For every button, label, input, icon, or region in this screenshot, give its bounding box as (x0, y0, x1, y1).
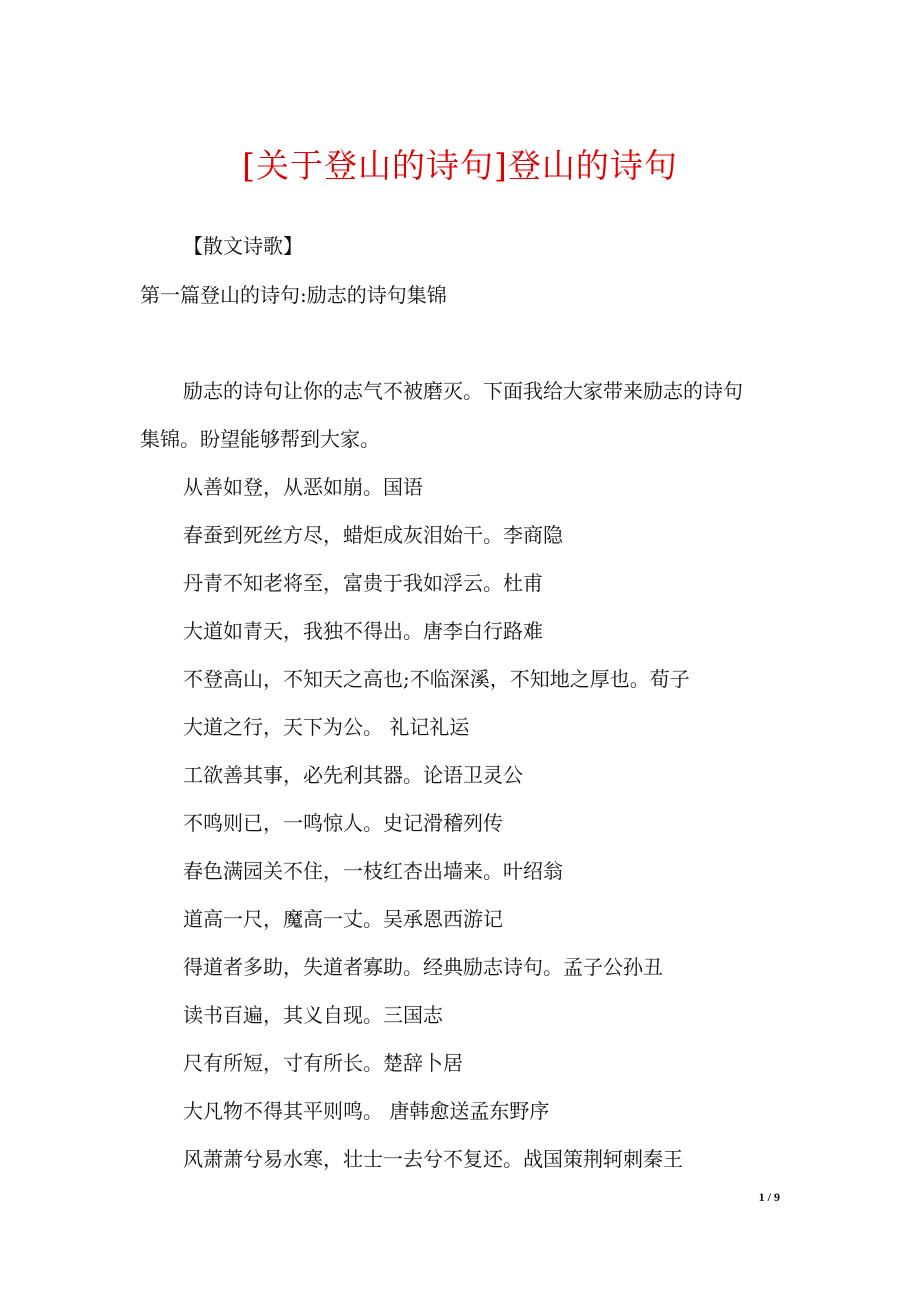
intro-paragraph-line-1: 励志的诗句让你的志气不被磨灭。下面我给大家带来励志的诗句 (183, 379, 743, 403)
verse-line: 得道者多助，失道者寡助。经典励志诗句。孟子公孙丑 (183, 955, 663, 979)
verse-line: 不鸣则已，一鸣惊人。史记滑稽列传 (183, 811, 503, 835)
verse-line: 读书百遍，其义自现。三国志 (183, 1003, 443, 1027)
verse-line: 丹青不知老将至，富贵于我如浮云。杜甫 (183, 571, 543, 595)
verse-line: 大凡物不得其平则鸣。 唐韩愈送孟东野序 (183, 1099, 550, 1123)
verse-line: 风萧萧兮易水寒，壮士一去兮不复还。战国策荆轲刺秦王 (183, 1147, 683, 1171)
verse-line: 不登高山，不知天之高也;不临深溪，不知地之厚也。荀子 (183, 667, 690, 691)
verse-line: 春色满园关不住，一枝红杏出墙来。叶绍翁 (183, 859, 563, 883)
verse-line: 春蚕到死丝方尽，蜡炬成灰泪始干。李商隐 (183, 523, 563, 547)
category-label: 【散文诗歌】 (183, 234, 303, 258)
verse-line: 大道之行，天下为公。 礼记礼运 (183, 715, 470, 739)
section-heading: 第一篇登山的诗句:励志的诗句集锦 (140, 283, 447, 307)
document-title: [关于登山的诗句]登山的诗句 (242, 146, 678, 185)
verse-line: 从善如登，从恶如崩。国语 (183, 475, 423, 499)
page-number: 1 / 9 (758, 1190, 780, 1204)
intro-paragraph-line-2: 集锦。盼望能够帮到大家。 (140, 427, 380, 451)
verse-line: 尺有所短，寸有所长。楚辞卜居 (183, 1051, 463, 1075)
verse-line: 大道如青天，我独不得出。唐李白行路难 (183, 619, 543, 643)
verse-line: 工欲善其事，必先利其器。论语卫灵公 (183, 763, 523, 787)
verse-line: 道高一尺，魔高一丈。吴承恩西游记 (183, 907, 503, 931)
